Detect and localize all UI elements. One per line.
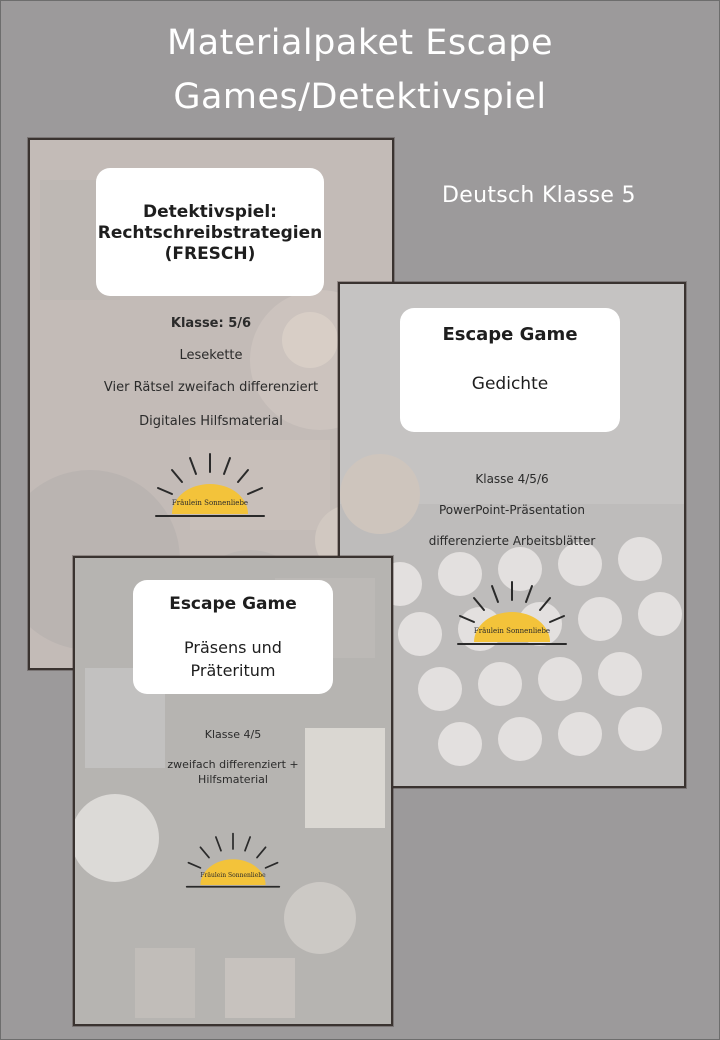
card-title-line: Präsens und bbox=[184, 638, 282, 657]
card-title-line: Escape Game bbox=[442, 324, 578, 345]
card-escape-praesens bbox=[73, 556, 393, 1026]
card-title-line: (FRESCH) bbox=[164, 244, 256, 264]
card-title-box bbox=[400, 308, 620, 432]
sun-logo bbox=[154, 450, 266, 522]
card-item: PowerPoint-Präsentation bbox=[438, 503, 585, 517]
card-grade: Klasse 4/5/6 bbox=[475, 472, 549, 486]
sun-icon bbox=[154, 450, 266, 522]
card-item: Lesekette bbox=[179, 348, 243, 363]
logo-text: Fräulein Sonnenliebe bbox=[171, 499, 249, 507]
sun-icon bbox=[185, 830, 281, 892]
card-title-line: Gedichte bbox=[471, 374, 549, 394]
card-title-line: Detektivspiel: bbox=[143, 202, 277, 222]
subject-label: Deutsch Klasse 5 bbox=[442, 183, 636, 208]
card-title-line: Escape Game bbox=[169, 594, 297, 614]
card-item: Digitales Hilfsmaterial bbox=[139, 414, 283, 429]
sun-icon bbox=[456, 578, 568, 650]
card-item: Hilfsmaterial bbox=[198, 773, 268, 786]
logo-text: Fräulein Sonnenliebe bbox=[473, 627, 551, 635]
card-item: differenzierte Arbeitsblätter bbox=[428, 534, 596, 548]
sun-logo bbox=[456, 578, 568, 650]
card-grade: Klasse: 5/6 bbox=[170, 316, 252, 331]
logo-text: Fräulein Sonnenliebe bbox=[200, 872, 266, 879]
card-item: Vier Rätsel zweifach differenziert bbox=[103, 380, 319, 395]
card-title-line: Präteritum bbox=[190, 661, 276, 680]
sun-logo bbox=[185, 830, 281, 892]
card-title-box bbox=[133, 580, 333, 694]
card-title-box bbox=[96, 168, 324, 296]
page-title-line-1: Materialpaket Escape bbox=[166, 23, 554, 63]
card-title-line: Rechtschreibstrategien bbox=[97, 223, 323, 243]
card-grade: Klasse 4/5 bbox=[204, 728, 262, 741]
page-title-line-2: Games/Detektivspiel bbox=[173, 77, 547, 117]
card-item: zweifach differenziert + bbox=[167, 758, 299, 771]
